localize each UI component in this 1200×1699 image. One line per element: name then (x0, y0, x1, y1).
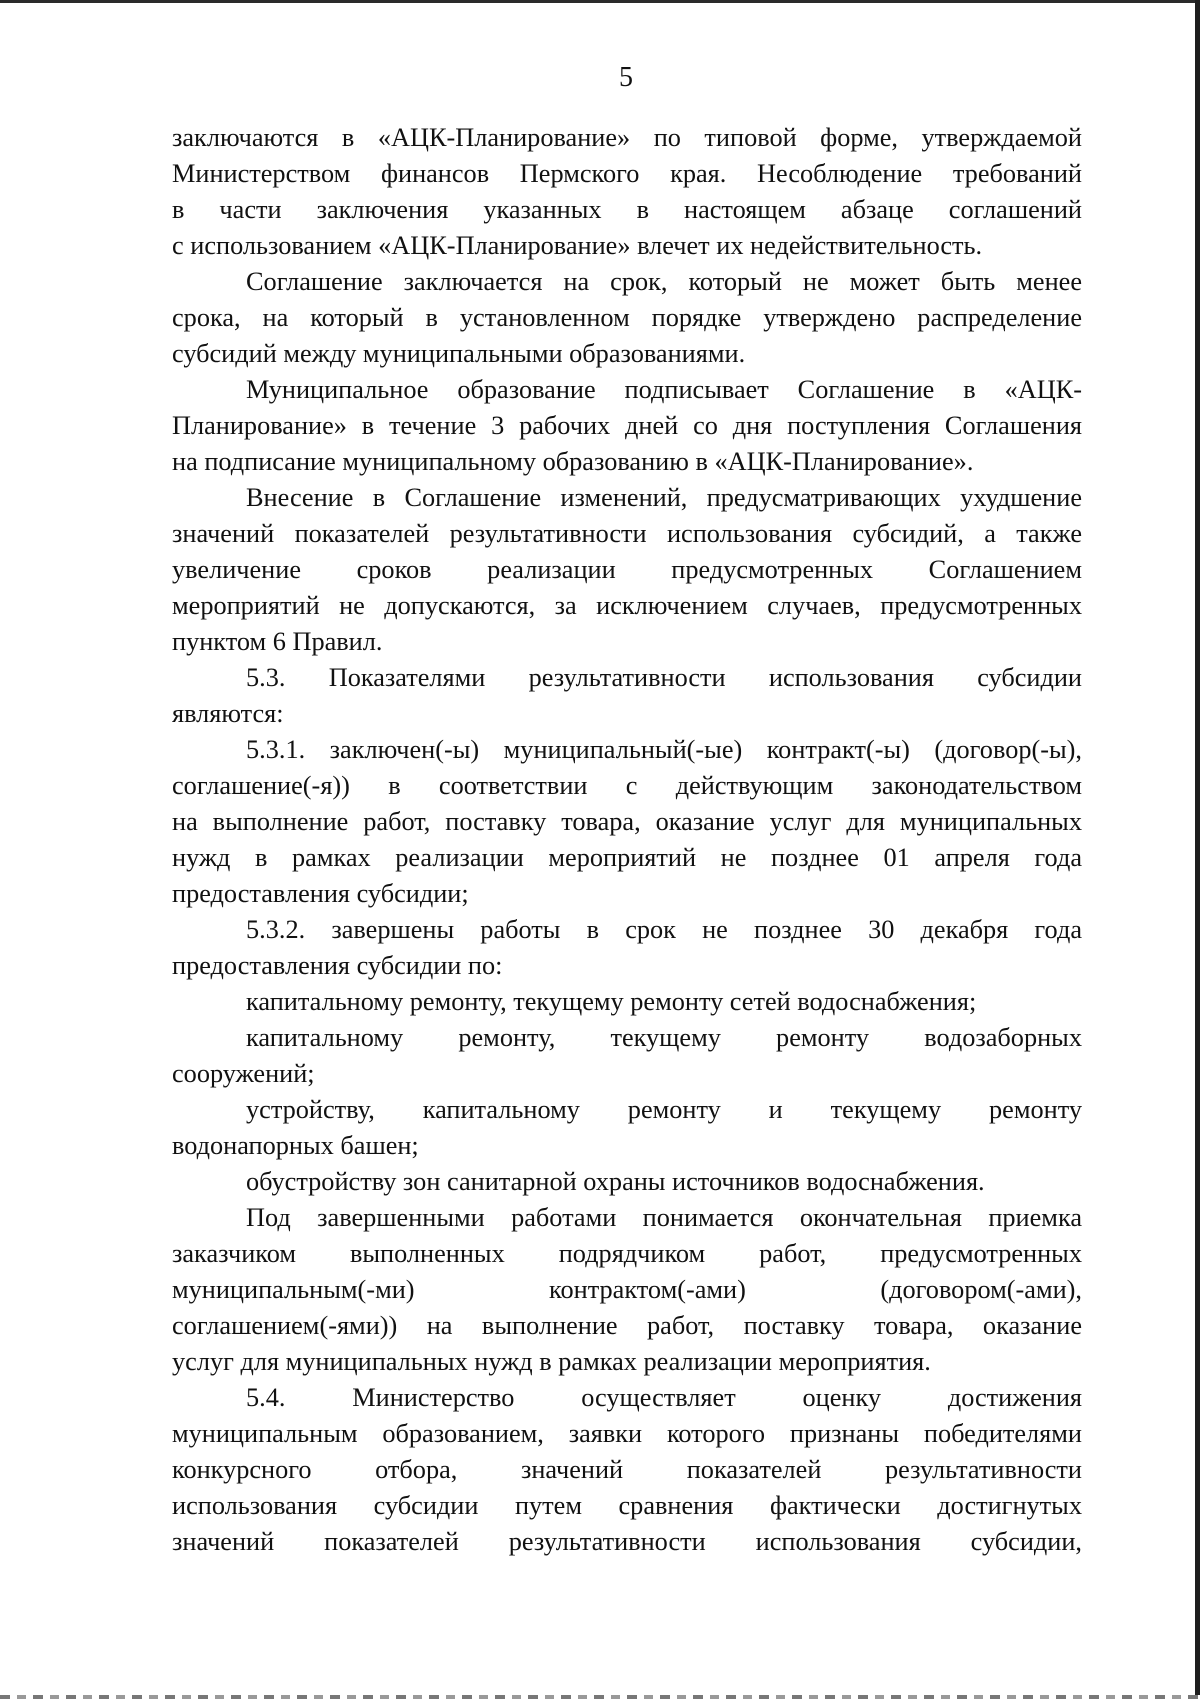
text-line: услуг для муниципальных нужд в рамках реализации мероприятия. (172, 1347, 931, 1376)
text-line: использования субсидии путем сравнения фактически достигнутых (172, 1491, 1082, 1520)
text-line: срока, на который в установленном порядке утверждено распределение (172, 303, 1082, 332)
text-line: предоставления субсидии по: (172, 951, 503, 980)
text-line: капитальному ремонту, текущему ремонту сетей водоснабжения; (246, 987, 977, 1016)
text-line: капитальному ремонту, текущему ремонту водозаборных (246, 1023, 1082, 1052)
text-line: 5.3.2. завершены работы в срок не позднее 30 декабря года (246, 915, 1082, 944)
scan-edge-bottom (0, 1695, 1200, 1699)
text-line: значений показателей результативности использования субсидии, (172, 1527, 1082, 1556)
paragraph-5-4 (172, 1380, 1082, 1560)
text-line: водонапорных башен; (172, 1131, 419, 1160)
text-line: на выполнение работ, поставку товара, оказание услуг для муниципальных (172, 807, 1082, 836)
scan-edge-right (1195, 0, 1200, 1699)
text-line: увеличение сроков реализации предусмотренных Соглашением (172, 555, 1082, 584)
document-body (172, 120, 1082, 1560)
text-line: 5.3. Показателями результативности использования субсидии (246, 663, 1082, 692)
text-line: заключаются в «АЦК-Планирование» по типовой форме, утверждаемой (172, 123, 1082, 152)
page-number: 5 (619, 62, 633, 93)
list-item-water-networks (172, 984, 1082, 1020)
text-line: пунктом 6 Правил. (172, 627, 383, 656)
text-line: Под завершенными работами понимается окончательная приемка (246, 1203, 1082, 1232)
text-line: Планирование» в течение 3 рабочих дней со дня поступления Соглашения (172, 411, 1082, 440)
text-line: муниципальным образованием, заявки которого признаны победителями (172, 1419, 1082, 1448)
text-line: являются: (172, 699, 284, 728)
paragraph-5-3-1 (172, 732, 1082, 912)
list-item-sanitary-zones (172, 1164, 1082, 1200)
text-line: с использованием «АЦК-Планирование» влечет их недействительность. (172, 231, 983, 260)
scan-edge-top (0, 0, 1200, 3)
text-line: предоставления субсидии; (172, 879, 469, 908)
list-item-water-intakes (172, 1020, 1082, 1092)
text-line: муниципальным(-ми) контрактом(-ами) (договором(-ами), (172, 1275, 1082, 1304)
text-line: обустройству зон санитарной охраны источников водоснабжения. (246, 1167, 985, 1196)
paragraph-amendments (172, 480, 1082, 660)
paragraph-completed-works (172, 1200, 1082, 1380)
list-item-water-towers (172, 1092, 1082, 1164)
paragraph-5-3 (172, 660, 1082, 732)
text-line: значений показателей результативности использования субсидий, а также (172, 519, 1082, 548)
text-line: устройству, капитальному ремонту и текущему ремонту (246, 1095, 1082, 1124)
text-line: сооружений; (172, 1059, 315, 1088)
paragraph-5-3-2 (172, 912, 1082, 984)
paragraph-agreement-term (172, 264, 1082, 372)
text-line: заказчиком выполненных подрядчиком работ, предусмотренных (172, 1239, 1082, 1268)
text-line: в части заключения указанных в настоящем абзаце соглашений (172, 195, 1082, 224)
text-line: 5.4. Министерство осуществляет оценку достижения (246, 1383, 1082, 1412)
text-line: 5.3.1. заключен(-ы) муниципальный(-ые) контракт(-ы) (договор(-ы), (246, 735, 1082, 764)
text-line: мероприятий не допускаются, за исключением случаев, предусмотренных (172, 591, 1082, 620)
paragraph-continuation (172, 120, 1082, 264)
text-line: Внесение в Соглашение изменений, предусматривающих ухудшение (246, 483, 1082, 512)
text-line: Муниципальное образование подписывает Соглашение в «АЦК- (246, 375, 1082, 404)
text-line: субсидий между муниципальными образованиями. (172, 339, 746, 368)
text-line: соглашение(-я)) в соответствии с действующим законодательством (172, 771, 1082, 800)
text-line: Соглашение заключается на срок, который не может быть менее (246, 267, 1082, 296)
text-line: Министерством финансов Пермского края. Несоблюдение требований (172, 159, 1082, 188)
paragraph-signing (172, 372, 1082, 480)
text-line: соглашением(-ями)) на выполнение работ, поставку товара, оказание (172, 1311, 1082, 1340)
text-line: нужд в рамках реализации мероприятий не позднее 01 апреля года (172, 843, 1082, 872)
text-line: конкурсного отбора, значений показателей результативности (172, 1455, 1082, 1484)
text-line: на подписание муниципальному образованию в «АЦК-Планирование». (172, 447, 974, 476)
